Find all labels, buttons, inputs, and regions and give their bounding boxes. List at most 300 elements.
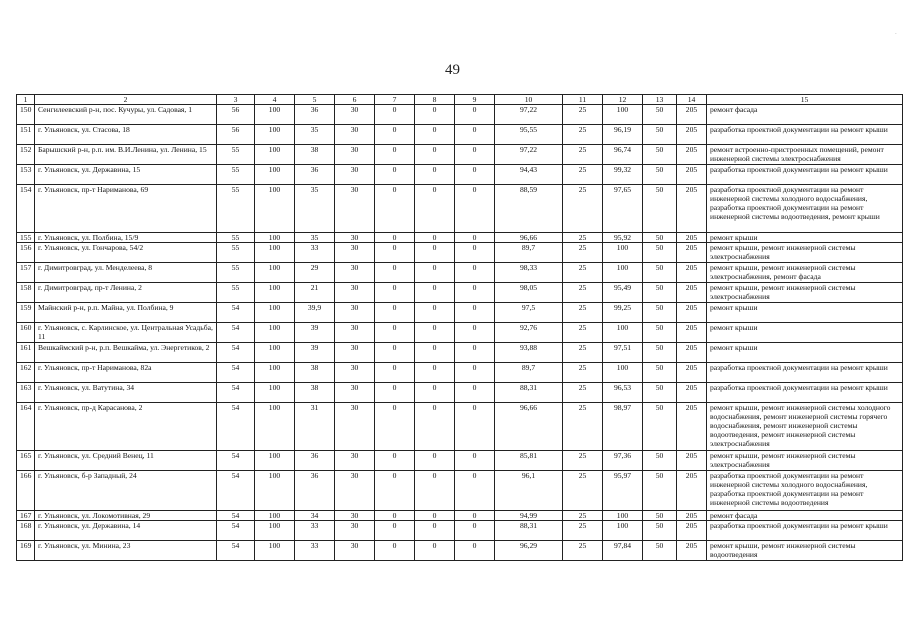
value-cell: 100	[603, 521, 643, 541]
value-cell: 205	[677, 451, 707, 471]
value-cell: 39	[295, 323, 335, 343]
value-cell: 0	[455, 243, 495, 263]
value-cell: 100	[255, 471, 295, 511]
col-header: 5	[295, 95, 335, 105]
value-cell: 25	[563, 541, 603, 561]
work-type-cell: разработка проектной документации на ремонт крыши	[707, 383, 903, 403]
value-cell: 30	[335, 263, 375, 283]
table-row	[17, 125, 903, 145]
value-cell: 50	[643, 145, 677, 165]
row-number-cell: 157	[17, 263, 35, 283]
value-cell: 38	[295, 145, 335, 165]
row-number-cell: 160	[17, 323, 35, 343]
value-cell: 25	[563, 233, 603, 243]
table-row	[17, 243, 903, 263]
value-cell: 0	[415, 471, 455, 511]
value-cell: 100	[255, 243, 295, 263]
value-cell: 50	[643, 303, 677, 323]
repair-program-table	[16, 94, 903, 561]
value-cell: 0	[375, 383, 415, 403]
value-cell: 25	[563, 521, 603, 541]
value-cell: 0	[415, 125, 455, 145]
value-cell: 100	[255, 303, 295, 323]
address-cell: г. Ульяновск, ул. Минина, 23	[35, 541, 217, 561]
col-header: 11	[563, 95, 603, 105]
work-type-cell: разработка проектной документации на ремонт крыши	[707, 521, 903, 541]
value-cell: 100	[603, 105, 643, 125]
value-cell: 35	[295, 185, 335, 233]
value-cell: 99,25	[603, 303, 643, 323]
value-cell: 30	[335, 451, 375, 471]
value-cell: 0	[415, 185, 455, 233]
value-cell: 25	[563, 145, 603, 165]
value-cell: 205	[677, 165, 707, 185]
row-number-cell: 164	[17, 403, 35, 451]
value-cell: 50	[643, 521, 677, 541]
value-cell: 100	[603, 323, 643, 343]
value-cell: 0	[375, 511, 415, 521]
value-cell: 55	[217, 165, 255, 185]
value-cell: 35	[295, 233, 335, 243]
value-cell: 0	[415, 541, 455, 561]
work-type-cell: ремонт крыши	[707, 233, 903, 243]
value-cell: 0	[455, 185, 495, 233]
value-cell: 0	[375, 521, 415, 541]
value-cell: 0	[455, 145, 495, 165]
value-cell: 35	[295, 125, 335, 145]
work-type-cell: ремонт крыши, ремонт инженерной системы электроснабжения	[707, 283, 903, 303]
value-cell: 100	[255, 521, 295, 541]
value-cell: 55	[217, 263, 255, 283]
table-row	[17, 165, 903, 185]
value-cell: 0	[455, 303, 495, 323]
value-cell: 50	[643, 383, 677, 403]
value-cell: 100	[255, 283, 295, 303]
work-type-cell: ремонт крыши	[707, 343, 903, 363]
value-cell: 205	[677, 185, 707, 233]
col-header: 4	[255, 95, 295, 105]
table-row	[17, 541, 903, 561]
value-cell: 30	[335, 541, 375, 561]
value-cell: 0	[415, 403, 455, 451]
value-cell: 205	[677, 125, 707, 145]
value-cell: 100	[255, 511, 295, 521]
value-cell: 96,66	[495, 233, 563, 243]
value-cell: 100	[255, 233, 295, 243]
value-cell: 0	[415, 263, 455, 283]
row-number-cell: 166	[17, 471, 35, 511]
value-cell: 25	[563, 165, 603, 185]
value-cell: 30	[335, 185, 375, 233]
value-cell: 36	[295, 471, 335, 511]
value-cell: 0	[415, 243, 455, 263]
value-cell: 205	[677, 233, 707, 243]
value-cell: 21	[295, 283, 335, 303]
table-row	[17, 363, 903, 383]
value-cell: 96,74	[603, 145, 643, 165]
value-cell: 54	[217, 541, 255, 561]
value-cell: 205	[677, 323, 707, 343]
value-cell: 205	[677, 363, 707, 383]
value-cell: 50	[643, 105, 677, 125]
value-cell: 38	[295, 363, 335, 383]
value-cell: 205	[677, 521, 707, 541]
value-cell: 0	[455, 125, 495, 145]
col-header: 6	[335, 95, 375, 105]
value-cell: 0	[375, 165, 415, 185]
value-cell: 25	[563, 125, 603, 145]
value-cell: 54	[217, 383, 255, 403]
value-cell: 30	[335, 233, 375, 243]
value-cell: 0	[455, 403, 495, 451]
address-cell: г. Ульяновск, пр-т Нариманова, 82а	[35, 363, 217, 383]
table-row	[17, 511, 903, 521]
value-cell: 33	[295, 243, 335, 263]
table-body	[17, 105, 903, 561]
value-cell: 0	[415, 323, 455, 343]
table-row	[17, 471, 903, 511]
value-cell: 98,97	[603, 403, 643, 451]
value-cell: 54	[217, 511, 255, 521]
row-number-cell: 168	[17, 521, 35, 541]
value-cell: 30	[335, 323, 375, 343]
value-cell: 100	[255, 363, 295, 383]
col-header: 8	[415, 95, 455, 105]
value-cell: 50	[643, 323, 677, 343]
value-cell: 30	[335, 303, 375, 323]
col-header: 2	[35, 95, 217, 105]
value-cell: 0	[415, 451, 455, 471]
value-cell: 25	[563, 471, 603, 511]
value-cell: 0	[375, 233, 415, 243]
row-number-cell: 159	[17, 303, 35, 323]
value-cell: 0	[455, 283, 495, 303]
value-cell: 100	[255, 145, 295, 165]
row-number-cell: 158	[17, 283, 35, 303]
work-type-cell: ремонт крыши	[707, 303, 903, 323]
value-cell: 50	[643, 125, 677, 145]
table-row	[17, 233, 903, 243]
value-cell: 97,51	[603, 343, 643, 363]
value-cell: 100	[603, 243, 643, 263]
value-cell: 0	[415, 343, 455, 363]
value-cell: 97,36	[603, 451, 643, 471]
row-number-cell: 163	[17, 383, 35, 403]
value-cell: 0	[375, 323, 415, 343]
value-cell: 54	[217, 521, 255, 541]
value-cell: 0	[455, 363, 495, 383]
value-cell: 54	[217, 323, 255, 343]
value-cell: 0	[455, 511, 495, 521]
value-cell: 25	[563, 263, 603, 283]
page-number: 49	[445, 62, 460, 78]
work-type-cell: разработка проектной документации на ремонт крыши	[707, 165, 903, 185]
col-header: 9	[455, 95, 495, 105]
value-cell: 25	[563, 283, 603, 303]
value-cell: 205	[677, 105, 707, 125]
work-type-cell: ремонт крыши, ремонт инженерной системы электроснабжения	[707, 243, 903, 263]
work-type-cell: ремонт фасада	[707, 511, 903, 521]
value-cell: 50	[643, 185, 677, 233]
work-type-cell: разработка проектной документации на ремонт крыши	[707, 363, 903, 383]
value-cell: 34	[295, 511, 335, 521]
value-cell: 100	[255, 343, 295, 363]
row-number-cell: 151	[17, 125, 35, 145]
value-cell: 0	[455, 263, 495, 283]
address-cell: г. Ульяновск, ул. Стасова, 18	[35, 125, 217, 145]
value-cell: 54	[217, 471, 255, 511]
value-cell: 96,29	[495, 541, 563, 561]
address-cell: Барышский р-н, р.п. им. В.И.Ленина, ул. Ленина, 15	[35, 145, 217, 165]
value-cell: 100	[255, 185, 295, 233]
row-number-cell: 152	[17, 145, 35, 165]
row-number-cell: 156	[17, 243, 35, 263]
value-cell: 25	[563, 451, 603, 471]
row-number-cell: 153	[17, 165, 35, 185]
value-cell: 0	[455, 165, 495, 185]
value-cell: 100	[255, 263, 295, 283]
table-row	[17, 521, 903, 541]
value-cell: 0	[375, 303, 415, 323]
row-number-cell: 161	[17, 343, 35, 363]
value-cell: 25	[563, 383, 603, 403]
value-cell: 100	[603, 511, 643, 521]
work-type-cell: ремонт встроенно-пристроенных помещений, ремонт инженерной системы электроснабжения	[707, 145, 903, 165]
col-header: 3	[217, 95, 255, 105]
value-cell: 54	[217, 451, 255, 471]
col-header: 7	[375, 95, 415, 105]
value-cell: 205	[677, 343, 707, 363]
value-cell: 30	[335, 363, 375, 383]
value-cell: 95,49	[603, 283, 643, 303]
value-cell: 0	[455, 451, 495, 471]
table-row	[17, 263, 903, 283]
value-cell: 0	[455, 541, 495, 561]
value-cell: 0	[415, 105, 455, 125]
value-cell: 25	[563, 243, 603, 263]
value-cell: 95,92	[603, 233, 643, 243]
value-cell: 56	[217, 105, 255, 125]
value-cell: 25	[563, 343, 603, 363]
value-cell: 205	[677, 403, 707, 451]
value-cell: 100	[255, 451, 295, 471]
row-number-cell: 169	[17, 541, 35, 561]
value-cell: 0	[375, 185, 415, 233]
value-cell: 100	[255, 165, 295, 185]
value-cell: 54	[217, 363, 255, 383]
work-type-cell: ремонт крыши, ремонт инженерной системы холодного водоснабжения, ремонт инженерной системы горячего водоснабжения, ремонт инженерной системы водоотведения, ремонт инженерной системы электроснабжения	[707, 403, 903, 451]
table-row	[17, 303, 903, 323]
value-cell: 205	[677, 511, 707, 521]
table-row	[17, 451, 903, 471]
value-cell: 0	[415, 521, 455, 541]
value-cell: 95,97	[603, 471, 643, 511]
value-cell: 30	[335, 125, 375, 145]
value-cell: 0	[375, 145, 415, 165]
work-type-cell: ремонт крыши, ремонт инженерной системы электроснабжения, ремонт фасада	[707, 263, 903, 283]
value-cell: 36	[295, 165, 335, 185]
header-row	[17, 95, 903, 105]
table-row	[17, 145, 903, 165]
row-number-cell: 150	[17, 105, 35, 125]
address-cell: г. Димитровград, ул. Менделеева, 8	[35, 263, 217, 283]
value-cell: 94,43	[495, 165, 563, 185]
value-cell: 0	[415, 303, 455, 323]
value-cell: 96,53	[603, 383, 643, 403]
row-number-cell: 154	[17, 185, 35, 233]
scan-mark: ·	[894, 30, 897, 38]
value-cell: 0	[455, 323, 495, 343]
value-cell: 55	[217, 233, 255, 243]
table-row	[17, 343, 903, 363]
value-cell: 29	[295, 263, 335, 283]
value-cell: 50	[643, 541, 677, 561]
row-number-cell: 155	[17, 233, 35, 243]
table-row	[17, 185, 903, 233]
value-cell: 54	[217, 343, 255, 363]
value-cell: 56	[217, 125, 255, 145]
value-cell: 100	[255, 323, 295, 343]
value-cell: 50	[643, 263, 677, 283]
work-type-cell: ремонт крыши, ремонт инженерной системы электроснабжения	[707, 451, 903, 471]
value-cell: 0	[455, 343, 495, 363]
value-cell: 30	[335, 343, 375, 363]
value-cell: 0	[455, 383, 495, 403]
value-cell: 30	[335, 283, 375, 303]
value-cell: 33	[295, 541, 335, 561]
value-cell: 94,99	[495, 511, 563, 521]
value-cell: 97,84	[603, 541, 643, 561]
value-cell: 50	[643, 233, 677, 243]
address-cell: г. Димитровград, пр-т Ленина, 2	[35, 283, 217, 303]
table-row	[17, 383, 903, 403]
value-cell: 0	[415, 233, 455, 243]
value-cell: 30	[335, 383, 375, 403]
address-cell: г. Ульяновск, ул. Средний Венец, 11	[35, 451, 217, 471]
value-cell: 0	[415, 283, 455, 303]
value-cell: 50	[643, 403, 677, 451]
value-cell: 96,19	[603, 125, 643, 145]
value-cell: 88,31	[495, 383, 563, 403]
value-cell: 30	[335, 243, 375, 263]
col-header: 1	[17, 95, 35, 105]
value-cell: 50	[643, 511, 677, 521]
address-cell: Майнский р-н, р.п. Майна, ул. Полбина, 9	[35, 303, 217, 323]
value-cell: 39	[295, 343, 335, 363]
value-cell: 89,7	[495, 243, 563, 263]
address-cell: г. Ульяновск, с. Карлинское, ул. Центральная Усадьба, 11	[35, 323, 217, 343]
value-cell: 85,81	[495, 451, 563, 471]
value-cell: 0	[375, 541, 415, 561]
value-cell: 95,55	[495, 125, 563, 145]
address-cell: г. Ульяновск, б-р Западный, 24	[35, 471, 217, 511]
value-cell: 30	[335, 471, 375, 511]
value-cell: 30	[335, 165, 375, 185]
value-cell: 31	[295, 403, 335, 451]
value-cell: 54	[217, 303, 255, 323]
value-cell: 50	[643, 471, 677, 511]
address-cell: г. Ульяновск, ул. Гончарова, 54/2	[35, 243, 217, 263]
value-cell: 0	[415, 165, 455, 185]
value-cell: 0	[455, 105, 495, 125]
value-cell: 97,22	[495, 145, 563, 165]
value-cell: 0	[415, 363, 455, 383]
value-cell: 205	[677, 145, 707, 165]
value-cell: 93,88	[495, 343, 563, 363]
address-cell: г. Ульяновск, ул. Полбина, 15/9	[35, 233, 217, 243]
table-row	[17, 283, 903, 303]
value-cell: 38	[295, 383, 335, 403]
value-cell: 205	[677, 303, 707, 323]
value-cell: 205	[677, 471, 707, 511]
value-cell: 30	[335, 521, 375, 541]
value-cell: 205	[677, 283, 707, 303]
value-cell: 25	[563, 403, 603, 451]
work-type-cell: разработка проектной документации на ремонт инженерной системы холодного водоснабжения, разработка проектной документации на ремонт инженерной системы водоотведения	[707, 471, 903, 511]
row-number-cell: 165	[17, 451, 35, 471]
address-cell: г. Ульяновск, пр-д Карасанова, 2	[35, 403, 217, 451]
value-cell: 25	[563, 511, 603, 521]
value-cell: 205	[677, 263, 707, 283]
value-cell: 36	[295, 451, 335, 471]
value-cell: 100	[255, 403, 295, 451]
value-cell: 100	[603, 363, 643, 383]
value-cell: 0	[375, 471, 415, 511]
value-cell: 50	[643, 283, 677, 303]
value-cell: 0	[455, 233, 495, 243]
value-cell: 50	[643, 243, 677, 263]
value-cell: 100	[603, 263, 643, 283]
address-cell: г. Ульяновск, пр-т Нариманова, 69	[35, 185, 217, 233]
value-cell: 30	[335, 403, 375, 451]
row-number-cell: 162	[17, 363, 35, 383]
work-type-cell: ремонт крыши, ремонт инженерной системы водоотведения	[707, 541, 903, 561]
value-cell: 50	[643, 343, 677, 363]
table-row	[17, 323, 903, 343]
value-cell: 0	[375, 125, 415, 145]
value-cell: 0	[415, 145, 455, 165]
value-cell: 25	[563, 185, 603, 233]
col-header: 10	[495, 95, 563, 105]
address-cell: Сенгилеевский р-н, пос. Кучуры, ул. Садовая, 1	[35, 105, 217, 125]
row-number-cell: 167	[17, 511, 35, 521]
address-cell: г. Ульяновск, ул. Державина, 14	[35, 521, 217, 541]
table-row	[17, 403, 903, 451]
value-cell: 96,1	[495, 471, 563, 511]
value-cell: 55	[217, 283, 255, 303]
col-header: 12	[603, 95, 643, 105]
col-header: 13	[643, 95, 677, 105]
value-cell: 0	[415, 383, 455, 403]
value-cell: 0	[375, 263, 415, 283]
value-cell: 30	[335, 511, 375, 521]
value-cell: 100	[255, 105, 295, 125]
value-cell: 33	[295, 521, 335, 541]
value-cell: 25	[563, 303, 603, 323]
work-type-cell: ремонт крыши	[707, 323, 903, 343]
value-cell: 0	[375, 403, 415, 451]
value-cell: 25	[563, 323, 603, 343]
value-cell: 0	[375, 451, 415, 471]
value-cell: 97,22	[495, 105, 563, 125]
value-cell: 100	[255, 383, 295, 403]
value-cell: 100	[255, 125, 295, 145]
value-cell: 55	[217, 145, 255, 165]
value-cell: 205	[677, 383, 707, 403]
value-cell: 50	[643, 165, 677, 185]
value-cell: 98,05	[495, 283, 563, 303]
value-cell: 0	[375, 105, 415, 125]
